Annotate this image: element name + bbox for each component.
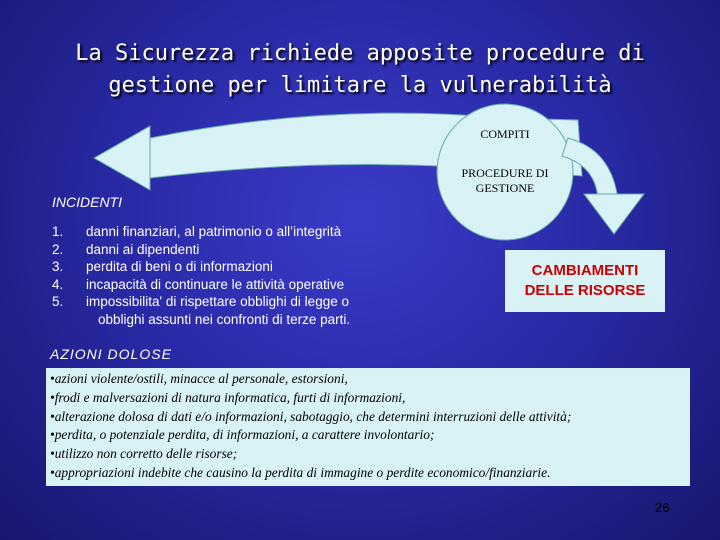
procedure-line-2: GESTIONE bbox=[475, 181, 535, 195]
list-item: •azioni violente/ostili, minacce al personale, estorsioni, bbox=[50, 371, 348, 386]
list-item bbox=[52, 276, 452, 294]
list-item: •appropriazioni indebite che causino la perdita di immagine o perdite economico/finanziarie. bbox=[50, 464, 551, 480]
incidenti-heading: INCIDENTI bbox=[52, 194, 122, 210]
title-line-1: La Sicurezza richiede apposite procedure di bbox=[75, 41, 645, 66]
item-number: 1. bbox=[52, 224, 64, 239]
item-number: 4. bbox=[52, 276, 64, 292]
list-item-continuation bbox=[52, 311, 452, 329]
list-item: •utilizzo non corretto delle risorse; bbox=[50, 446, 238, 462]
azioni-dolose-heading: AZIONI DOLOSE bbox=[50, 346, 172, 362]
procedure-line-1: PROCEDURE DI bbox=[461, 166, 549, 180]
item-number: 3. bbox=[52, 259, 64, 274]
item-text: danni finanziari, al patrimonio o all’integrità bbox=[86, 224, 342, 239]
item-text: incapacità di continuare le attività operative bbox=[86, 276, 345, 292]
list-item: •frodi e malversazioni di natura informatica, furti di informazioni, bbox=[50, 389, 406, 405]
compiti-label: COMPITI bbox=[480, 127, 530, 141]
list-item bbox=[52, 258, 452, 276]
item-number: 2. bbox=[52, 241, 64, 257]
item-text: perdita di beni o di informazioni bbox=[86, 259, 273, 274]
item-text: impossibilita' di rispettare obblighi di legge o bbox=[86, 294, 349, 309]
item-continuation-text: obblighi assunti nei confronti di terze parti. bbox=[98, 311, 351, 327]
right-arrow-head bbox=[584, 194, 644, 234]
cambiamenti-line-2: DELLE RISORSE bbox=[524, 282, 646, 299]
cambiamenti-line-1: CAMBIAMENTI bbox=[531, 262, 639, 279]
item-text: danni ai dipendenti bbox=[86, 241, 200, 257]
cambiamenti-box bbox=[505, 250, 665, 312]
item-number: 5. bbox=[52, 294, 64, 309]
list-item bbox=[52, 293, 452, 311]
azioni-dolose-box bbox=[46, 368, 690, 486]
list-item bbox=[52, 223, 452, 241]
list-item: •alterazione dolosa di dati e/o informazioni, sabotaggio, che determini interruzioni delle attività; bbox=[50, 408, 572, 424]
procedure-label bbox=[430, 166, 580, 196]
incidenti-list bbox=[52, 223, 452, 328]
title-line-2: gestione per limitare la vulnerabilità bbox=[108, 73, 612, 98]
left-arrow-head bbox=[94, 126, 150, 190]
list-item bbox=[52, 241, 452, 259]
list-item: •perdita, o potenziale perdita, di informazioni, a carattere involontario; bbox=[50, 427, 435, 443]
page-number: 26 bbox=[655, 500, 670, 515]
